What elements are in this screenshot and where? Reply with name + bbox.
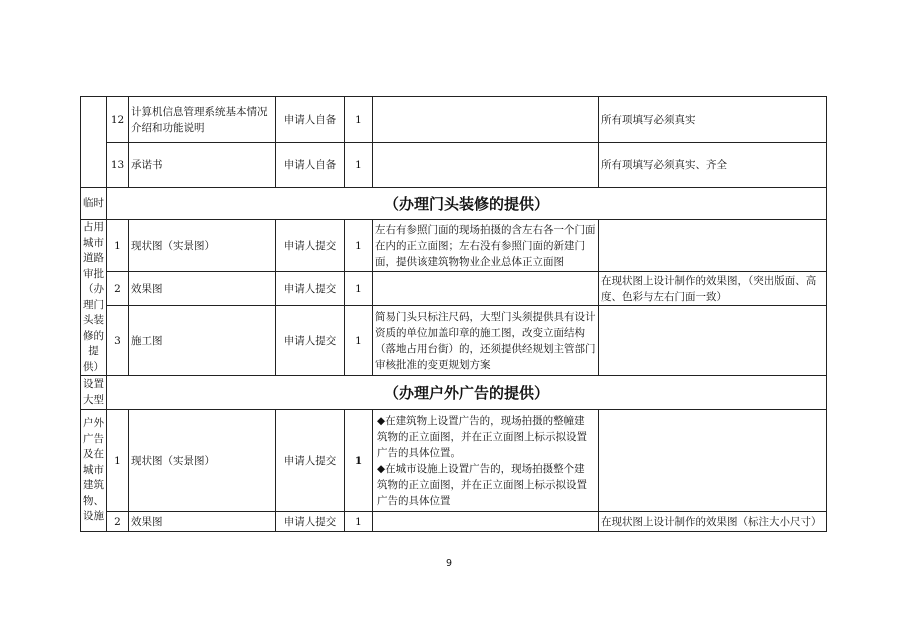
notes-bullet-building: ◆在建筑物上设置广告的，现场拍摄的整幢建筑物的正立面图，并在正立面图上标示拟设置广告的具体位置。 [377,414,587,459]
row-number: 2 [107,272,129,306]
remarks [599,220,827,272]
table-row [81,512,827,532]
provider: 申请人提交 [276,512,345,532]
remarks: 所有项填写必须真实、齐全 [599,143,827,188]
remarks [599,410,827,512]
notes [373,272,599,306]
remarks: 在现状图上设计制作的效果图（标注大小尺寸） [599,512,827,532]
category-cell-empty [81,97,107,188]
materials-table [80,96,827,532]
copies: 1 [345,97,373,143]
notes [373,143,599,188]
copies: 1 [345,220,373,272]
row-number: 12 [107,97,129,143]
row-number: 1 [107,220,129,272]
section-title-door: （办理门头装修的提供） [107,188,827,220]
section-header-row [81,188,827,220]
provider: 申请人提交 [276,220,345,272]
notes-bullet-facility: ◆在城市设施上设置广告的，现场拍摄整个建筑物的正立面图，并在正立面图上标示拟设置广告的具体位置 [377,462,587,507]
notes: 简易门头只标注尺码，大型门头须提供具有设计资质的单位加盖印章的施工图，改变立面结构（落地占用台街）的，还须提供经规划主管部门审核批准的变更规划方案 [373,306,599,376]
page-number: 9 [445,558,453,569]
row-number: 13 [107,143,129,188]
row-number: 1 [107,410,129,512]
notes [373,410,599,512]
material-name: 承诺书 [129,143,276,188]
provider: 申请人提交 [276,410,345,512]
material-name: 施工图 [129,306,276,376]
copies: 1 [345,512,373,532]
copies: 1 [345,143,373,188]
remarks [599,306,827,376]
provider: 申请人自备 [276,143,345,188]
material-name: 效果图 [129,512,276,532]
material-name: 效果图 [129,272,276,306]
notes [373,97,599,143]
material-name: 计算机信息管理系统基本情况介绍和功能说明 [129,97,276,143]
row-number: 2 [107,512,129,532]
material-name: 现状图（实景图） [129,410,276,512]
category-label-door: 占用城市道路审批（办理门头装修的提供） [81,220,107,376]
table-row [81,97,827,143]
copies: 1 [345,272,373,306]
provider: 申请人自备 [276,97,345,143]
category-label-ad: 户外广告及在城市建筑物、设施 [81,410,107,532]
category-label-ad-top: 设置大型 [81,376,107,410]
remarks: 所有项填写必须真实 [599,97,827,143]
provider: 申请人提交 [276,306,345,376]
remarks: 在现状图上设计制作的效果图，（突出版面、高度、色彩与左右门面一致） [599,272,827,306]
table-row [81,410,827,512]
row-number: 3 [107,306,129,376]
section-title-ad: （办理户外广告的提供） [107,376,827,410]
provider: 申请人提交 [276,272,345,306]
table-row [81,272,827,306]
table-row [81,143,827,188]
category-label-door-top: 临时 [81,188,107,220]
notes [373,512,599,532]
table-row [81,220,827,272]
notes: 左右有参照门面的现场拍摄的含左右各一个门面在内的正立面图；左右没有参照门面的新建门面，提供该建筑物物业企业总体正立面图 [373,220,599,272]
table-row [81,306,827,376]
material-name: 现状图（实景图） [129,220,276,272]
copies: 1 [345,306,373,376]
section-header-row [81,376,827,410]
copies: 1 [345,410,373,512]
